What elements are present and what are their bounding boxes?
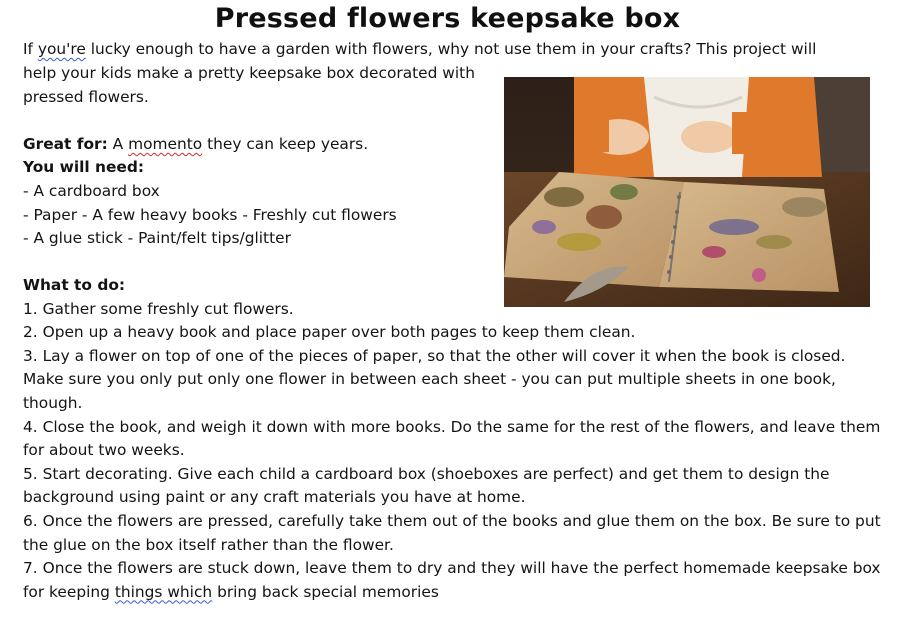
step-item: 2. Open up a heavy book and place paper over both pages to keep them clean.: [23, 323, 636, 342]
spacer: [23, 251, 493, 275]
intro-text: help your kids make a pretty keepsake box decorated with: [23, 64, 475, 82]
pressed-flowers-photo: [504, 77, 870, 307]
great-for-label: Great for:: [23, 134, 108, 153]
intro-wrap-block: [23, 62, 493, 298]
step-item: 1. Gather some freshly cut flowers.: [23, 299, 294, 318]
intro-first-line: [23, 38, 853, 62]
materials-item: - Paper - A few heavy books - Freshly cut flowers: [23, 205, 397, 224]
step-item: 6. Once the flowers are pressed, carefully take them out of the books and glue them on the box. Be sure to put the glue on the box itself rather than the flower.: [23, 511, 881, 554]
spellcheck-word: things which: [114, 582, 213, 601]
step-item: 5. Start decorating. Give each child a cardboard box (shoeboxes are perfect) and get them to design the background using paint or any craft materials you have at home.: [23, 464, 830, 507]
what-to-do-label: What to do:: [23, 276, 126, 295]
step-item: 7. Once the flowers are stuck down, leave them to dry and they will have the perfect homemade keepsake box for keeping things which bring back special memories: [23, 559, 881, 601]
spacer: [23, 109, 493, 133]
document-title: Pressed flowers keepsake box: [214, 3, 681, 34]
step-item: 4. Close the book, and weigh it down with more books. Do the same for the rest of the flowers, and leave them for about two weeks.: [23, 417, 881, 460]
pressed-flowers-photo-illustration: [504, 77, 870, 307]
intro-text: lucky enough to have a garden with flowers, why not use them in your crafts? This project will: [85, 40, 817, 58]
intro-text: pressed flowers.: [23, 87, 149, 106]
spellcheck-word: momento: [128, 134, 203, 153]
spellcheck-word: you're: [37, 40, 86, 58]
great-for-line: Great for: A momento they can keep years.: [23, 134, 369, 153]
steps-list: [23, 274, 883, 604]
spacer: [23, 274, 883, 298]
step-item: 3. Lay a flower on top of one of the pieces of paper, so that the other will cover it when the book is closed. Make sure you only put only one flower in between each sheet - you can put multiple sheets in one book, though.: [23, 346, 846, 412]
materials-item: - A glue stick - Paint/felt tips/glitter: [23, 229, 291, 248]
you-will-need-label: You will need:: [23, 158, 145, 177]
materials-item: - A cardboard box: [23, 181, 160, 200]
intro-text: If: [23, 40, 38, 58]
